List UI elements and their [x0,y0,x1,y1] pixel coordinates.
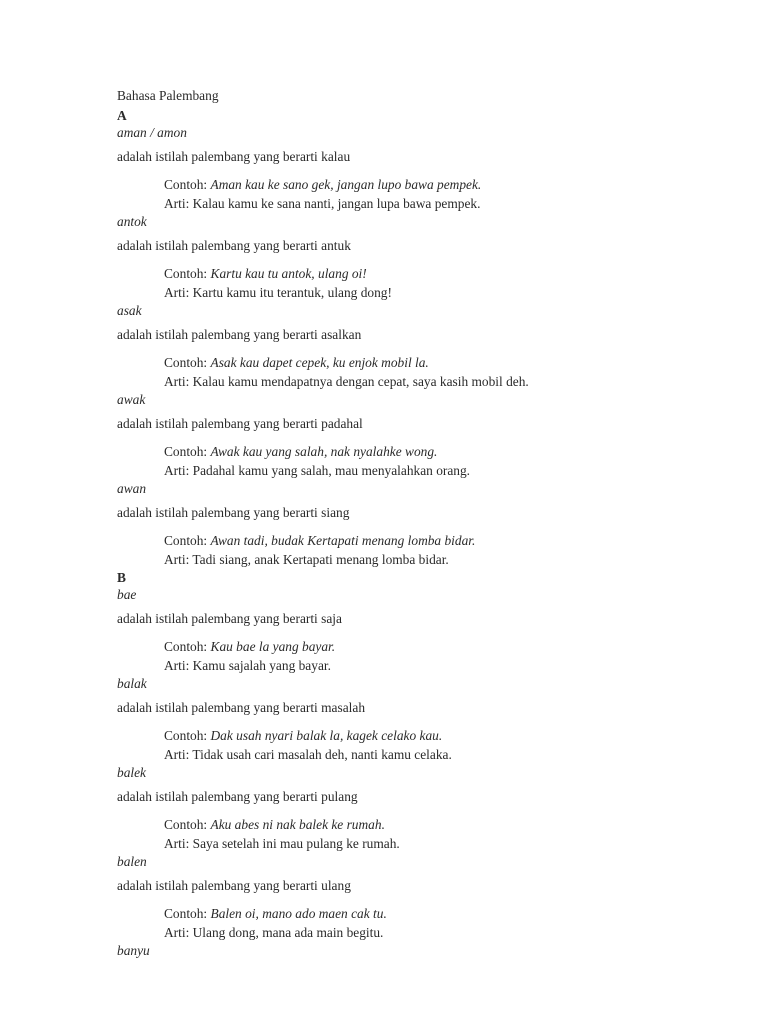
example-sentence: Kartu kau tu antok, ulang oi! [210,266,367,281]
example-line [164,726,717,745]
example-block [164,353,717,391]
example-line [164,904,717,923]
dictionary-sections [117,107,717,960]
definition-prefix: adalah istilah palembang yang berarti [117,149,322,164]
definition-prefix: adalah istilah palembang yang berarti [117,611,322,626]
translation-prefix: Arti: [164,836,193,851]
translation-sentence: Tidak usah cari masalah deh, nanti kamu celaka. [192,747,452,762]
entry-term: asak [117,303,142,318]
entry-term: aman / amon [117,125,187,140]
translation-prefix: Arti: [164,196,193,211]
example-line [164,353,717,372]
definition-prefix: adalah istilah palembang yang berarti [117,505,322,520]
translation-line [164,923,717,942]
translation-sentence: Tadi siang, anak Kertapati menang lomba bidar. [192,552,449,567]
translation-sentence: Ulang dong, mana ada main begitu. [192,925,384,940]
translation-sentence: Kartu kamu itu terantuk, ulang dong! [192,285,392,300]
entry-term: balek [117,765,146,780]
entry-term: awan [117,481,147,496]
dictionary-entry [117,391,717,480]
dictionary-entry [117,302,717,391]
section-letter: A [117,108,127,123]
example-sentence: Aman kau ke sano gek, jangan lupo bawa pempek. [210,177,482,192]
example-sentence: Awan tadi, budak Kertapati menang lomba bidar. [210,533,476,548]
entry-term: balak [117,676,147,691]
example-block [164,175,717,213]
translation-sentence: Kalau kamu mendapatnya dengan cepat, saya kasih mobil deh. [192,374,529,389]
document-page [117,86,717,960]
section-b [117,569,717,960]
example-sentence: Awak kau yang salah, nak nyalahke wong. [210,444,438,459]
example-line [164,815,717,834]
section-a [117,107,717,569]
translation-line [164,745,717,764]
definition-word: asalkan [321,327,362,342]
example-prefix: Contoh: [164,444,211,459]
entry-definition [117,877,717,895]
definition-word: kalau [321,149,351,164]
section-letter: B [117,570,126,585]
translation-sentence: Padahal kamu yang salah, mau menyalahkan orang. [192,463,471,478]
translation-line [164,194,717,213]
translation-line [164,550,717,569]
entry-term: banyu [117,943,150,958]
entry-definition [117,148,717,166]
entry-definition [117,504,717,522]
translation-prefix: Arti: [164,463,193,478]
example-line [164,175,717,194]
example-block [164,726,717,764]
definition-prefix: adalah istilah palembang yang berarti [117,789,322,804]
dictionary-entry [117,853,717,942]
translation-line [164,283,717,302]
definition-prefix: adalah istilah palembang yang berarti [117,878,322,893]
example-sentence: Balen oi, mano ado maen cak tu. [210,906,387,921]
entry-term: balen [117,854,147,869]
entry-definition [117,415,717,433]
entry-term: antok [117,214,147,229]
dictionary-entry [117,942,717,960]
translation-sentence: Kalau kamu ke sana nanti, jangan lupa bawa pempek. [192,196,481,211]
translation-prefix: Arti: [164,374,193,389]
translation-sentence: Saya setelah ini mau pulang ke rumah. [192,836,400,851]
example-sentence: Dak usah nyari balak la, kagek celako kau. [210,728,443,743]
example-block [164,637,717,675]
example-line [164,442,717,461]
translation-line [164,834,717,853]
definition-word: padahal [321,416,363,431]
example-prefix: Contoh: [164,639,211,654]
dictionary-entry [117,124,717,213]
dictionary-entry [117,586,717,675]
example-block [164,531,717,569]
entry-definition [117,788,717,806]
dictionary-entry [117,480,717,569]
translation-line [164,656,717,675]
entry-definition [117,237,717,255]
example-prefix: Contoh: [164,906,211,921]
example-sentence: Kau bae la yang bayar. [210,639,336,654]
example-prefix: Contoh: [164,533,211,548]
translation-line [164,372,717,391]
entry-term: bae [117,587,137,602]
definition-word: saja [321,611,342,626]
example-line [164,264,717,283]
definition-prefix: adalah istilah palembang yang berarti [117,700,322,715]
translation-prefix: Arti: [164,658,193,673]
definition-word: masalah [321,700,366,715]
example-prefix: Contoh: [164,817,211,832]
example-line [164,531,717,550]
document-title: Bahasa Palembang [117,88,219,103]
translation-line [164,461,717,480]
translation-prefix: Arti: [164,285,193,300]
example-sentence: Asak kau dapet cepek, ku enjok mobil la. [210,355,429,370]
example-sentence: Aku abes ni nak balek ke rumah. [210,817,385,832]
definition-prefix: adalah istilah palembang yang berarti [117,416,322,431]
entry-term: awak [117,392,146,407]
translation-prefix: Arti: [164,552,193,567]
example-prefix: Contoh: [164,355,211,370]
example-prefix: Contoh: [164,728,211,743]
definition-word: pulang [321,789,358,804]
definition-prefix: adalah istilah palembang yang berarti [117,327,322,342]
definition-word: ulang [321,878,351,893]
definition-word: antuk [321,238,351,253]
example-block [164,442,717,480]
translation-prefix: Arti: [164,747,193,762]
example-line [164,637,717,656]
example-block [164,904,717,942]
definition-prefix: adalah istilah palembang yang berarti [117,238,322,253]
dictionary-entry [117,675,717,764]
entry-definition [117,326,717,344]
translation-sentence: Kamu sajalah yang bayar. [192,658,331,673]
example-prefix: Contoh: [164,177,211,192]
entry-definition [117,699,717,717]
dictionary-entry [117,213,717,302]
definition-word: siang [321,505,350,520]
example-block [164,815,717,853]
example-prefix: Contoh: [164,266,211,281]
entry-definition [117,610,717,628]
dictionary-entry [117,764,717,853]
translation-prefix: Arti: [164,925,193,940]
example-block [164,264,717,302]
